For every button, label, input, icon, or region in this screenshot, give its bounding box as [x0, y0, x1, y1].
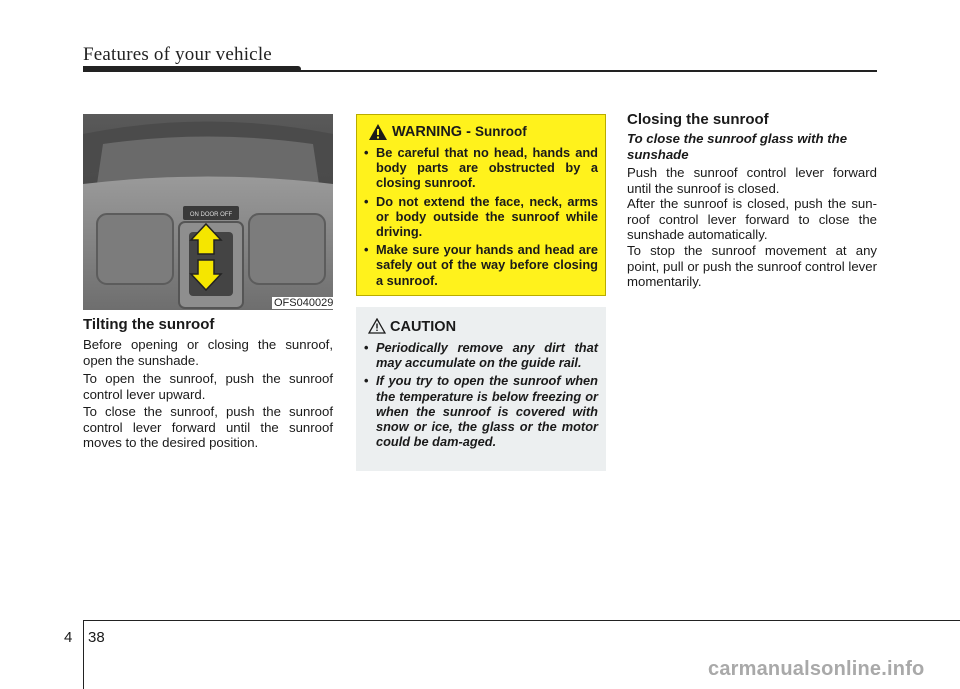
sunroof-control-photo: [83, 114, 333, 310]
footer-rule: [83, 620, 960, 621]
warning-item: • Make sure your hands and head are safely out of the way before closing a sunroof.: [364, 242, 598, 288]
closing-paragraph-2: After the sunroof is closed, push the sun-roof control lever forward to close the sunshade automatically.: [627, 196, 877, 243]
caution-triangle-icon: [368, 318, 386, 334]
page-number: 38: [88, 629, 105, 646]
tilting-heading: Tilting the sunroof: [83, 316, 215, 333]
caution-item: • If you try to open the sunroof when the temperature is below freezing or when the sunroof is covered with snow or ice, the glass or the motor could be dam-aged.: [364, 373, 598, 449]
closing-heading: Closing the sunroof: [627, 111, 769, 128]
closing-subheading: To close the sunroof glass with the sunshade: [627, 131, 848, 162]
warning-triangle-icon: [368, 123, 388, 141]
caution-list: [364, 340, 598, 452]
warning-item: • Do not extend the face, neck, arms or body outside the sunroof while driving.: [364, 194, 598, 240]
warning-subtitle: Sunroof: [474, 124, 527, 139]
tilting-paragraph-3: To close the sunroof, push the sunroof control lever forward until the sunroof moves to the desired position.: [83, 404, 333, 451]
site-watermark: carmanualsonline.info: [708, 658, 925, 680]
closing-paragraph-3: To stop the sunroof movement at any point, pull or push the sunroof control lever momentarily.: [627, 243, 877, 290]
warning-list: [364, 145, 598, 291]
sunroof-console-illustration: [83, 114, 333, 310]
warning-title: [392, 124, 527, 140]
tilting-paragraph-2: To open the sunroof, push the sunroof control lever upward.: [83, 371, 333, 402]
tilting-paragraph-1: Before opening or closing the sunroof, open the sunshade.: [83, 337, 333, 368]
warning-item: • Be careful that no head, hands and body parts are obstructed by a closing sunroof.: [364, 145, 598, 191]
door-switch-label: ON DOOR OFF: [189, 212, 233, 218]
chapter-number: 4: [64, 629, 73, 646]
footer-divider: [83, 620, 84, 689]
page-header-title: Features of your vehicle: [83, 44, 272, 65]
caution-item: • Periodically remove any dirt that may accumulate on the guide rail.: [364, 340, 598, 370]
caution-title: CAUTION: [390, 319, 457, 335]
photo-code: OFS040029: [274, 297, 334, 309]
warning-title-text: WARNING -: [392, 124, 471, 140]
closing-paragraph-1: Push the sunroof control lever forward until the sunroof is closed.: [627, 165, 877, 196]
header-accent-bar: [83, 66, 301, 72]
